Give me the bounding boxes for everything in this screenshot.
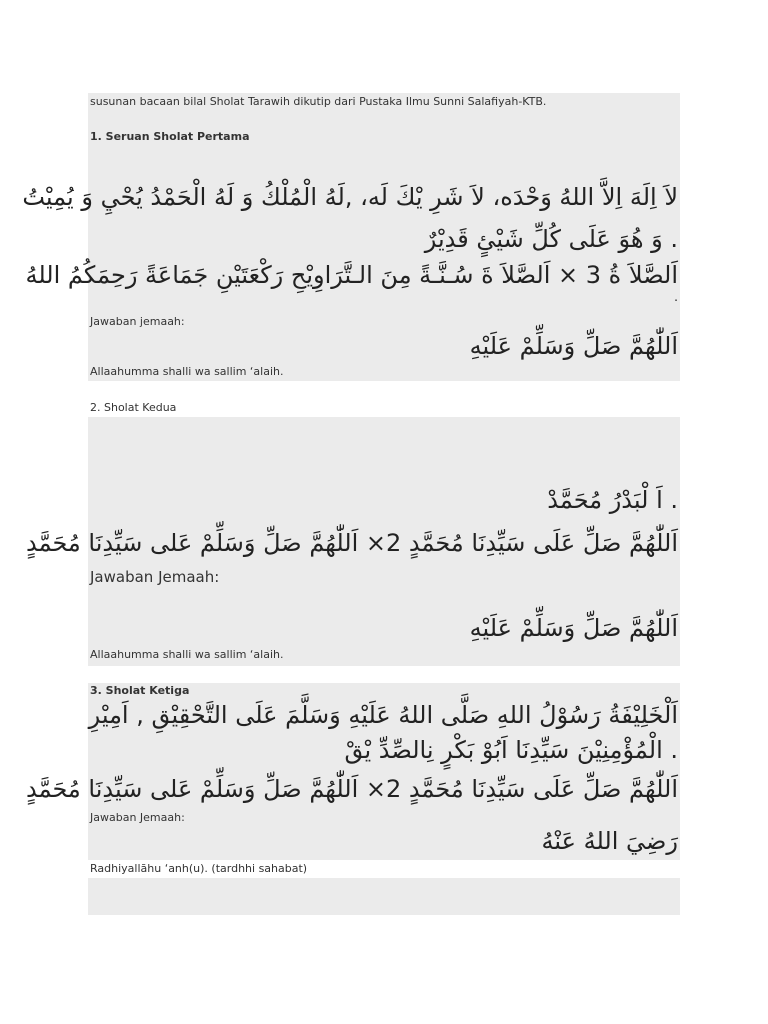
section3-arabic-line2: . الْمُؤْمِنِيْنَ سَيِّدِنَا اَبُوْ بَكْرٍ نِالصِّدِّ يْقْ [344, 736, 678, 764]
section3-arabic-line1: اَلْخَلِيْفَةُ رَسُوْلُ اللهِ صَلَّى اللهُ عَلَيْهِ وَسَلَّمَ عَلَى التَّحْقِيْقِ , اَمِيْرِ [88, 701, 678, 729]
section3-jawaban-arabic: رَضِيَ اللهُ عَنْهُ [541, 827, 678, 855]
footer-background [88, 878, 680, 915]
section1-jawaban-latin: Allaahumma shalli wa sallim ‘alaih. [90, 365, 284, 378]
section2-jawaban-arabic: اَللّٰهُمَّ صَلِّ وَسَلِّمْ عَلَيْهِ [469, 614, 678, 642]
section1-arabic-line1: لاَ اِلَهَ اِلاَّ اللهُ وَحْدَه، لاَ شَرِ يْكَ لَه، ,لَهُ الْمُلْكُ وَ لَهُ الْحَمْدُ يُحْيِ وَ يُمِيْتُ [22, 183, 678, 211]
section1-title: 1. Seruan Sholat Pertama [90, 130, 250, 143]
section1-jawaban-label: Jawaban jemaah: [90, 315, 185, 328]
section2-arabic-line1: . اَ لْبَدْرُ مُحَمَّدْ [547, 486, 678, 514]
section1-arabic-dot: . [674, 290, 678, 304]
section3-title: 3. Sholat Ketiga [90, 684, 190, 697]
section2-jawaban-label: Jawaban Jemaah: [90, 568, 220, 586]
section2-title: 2. Sholat Kedua [90, 401, 177, 414]
section3-jawaban-latin: Radhiyallāhu ‘anh(u). (tardhhi sahabat) [90, 862, 308, 875]
section2-jawaban-latin: Allaahumma shalli wa sallim ‘alaih. [90, 648, 284, 661]
section3-arabic-line3: اَللّٰهُمَّ صَلِّ عَلَى سَيِّدِنَا مُحَمَّدٍ 2× اَللّٰهُمَّ صَلِّ وَسَلِّمْ عَلى سَيِّدِنَا مُحَمَّدٍ [25, 775, 678, 803]
section1-jawaban-arabic: اَللّٰهُمَّ صَلِّ وَسَلِّمْ عَلَيْهِ [469, 332, 678, 360]
section2-arabic-line2: اَللّٰهُمَّ صَلِّ عَلَى سَيِّدِنَا مُحَمَّدٍ 2× اَللّٰهُمَّ صَلِّ وَسَلِّمْ عَلى سَيِّدِنَا مُحَمَّدٍ [25, 529, 678, 557]
section1-arabic-line2: . وَ هُوَ عَلَى كُلِّ شَيْئٍ قَدِيْرٌ [424, 225, 678, 253]
section2-header-background [88, 417, 680, 483]
intro-text: susunan bacaan bilal Sholat Tarawih dikutip dari Pustaka Ilmu Sunni Salafiyah-KTB. [90, 95, 547, 108]
section1-arabic-line3: اَلصَّلاَ ةُ 3 × اَلصَّلاَ ةَ سُـنَّـةً مِنَ الـتَّرَاوِيْحِ رَكْعَتَيْنِ جَمَاعَةً رَحِمَكُمُ اللهُ [25, 261, 678, 289]
section3-jawaban-label: Jawaban Jemaah: [90, 811, 185, 824]
